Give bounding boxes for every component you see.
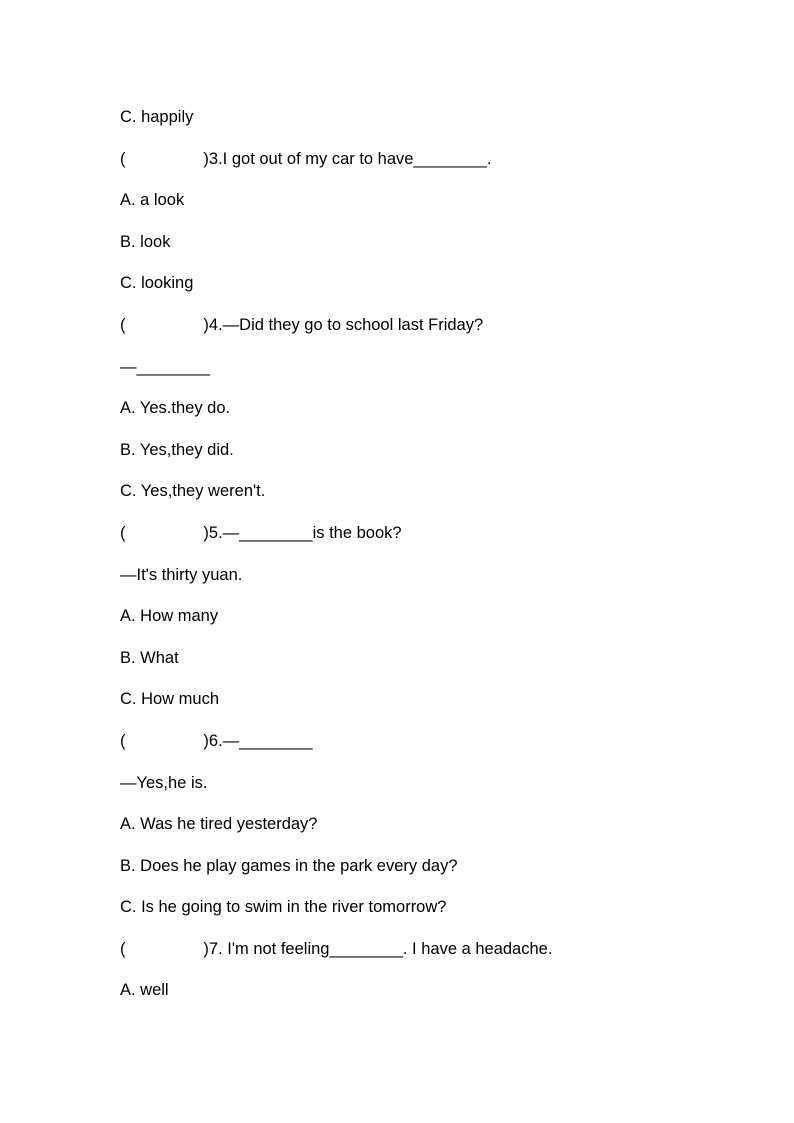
option-q2-c: C. happily [120, 108, 194, 126]
option-q4-c: C. Yes,they weren't. [120, 482, 266, 501]
option-q6-c: C. Is he going to swim in the river tomorrow? [120, 898, 447, 917]
question-3: ( )3.I got out of my car to have________. [120, 149, 492, 168]
option-q5-c: C. How much [120, 690, 220, 709]
option-q5-b: B. What [120, 648, 179, 667]
question-5: ( )5.—________is the book? [120, 523, 402, 542]
question-6-response: —Yes,he is. [120, 773, 208, 792]
question-7: ( )7. I'm not feeling________. I have a headache. [120, 939, 553, 958]
question-4-response: —________ [120, 357, 210, 376]
option-q7-a: A. well [120, 981, 169, 1000]
question-6: ( )6.—________ [120, 731, 313, 750]
option-q3-c: C. looking [120, 274, 194, 293]
option-q3-a: A. a look [120, 191, 185, 210]
option-q4-b: B. Yes,they did. [120, 440, 234, 459]
option-q4-a: A. Yes.they do. [120, 399, 231, 418]
option-q5-a: A. How many [120, 607, 219, 626]
question-text-block [120, 107, 740, 1022]
question-5-response: —It's thirty yuan. [120, 565, 243, 584]
option-q3-b: B. look [120, 232, 171, 251]
option-q6-b: B. Does he play games in the park every day? [120, 856, 458, 875]
option-q6-a: A. Was he tired yesterday? [120, 815, 318, 834]
question-4: ( )4.—Did they go to school last Friday? [120, 315, 484, 334]
